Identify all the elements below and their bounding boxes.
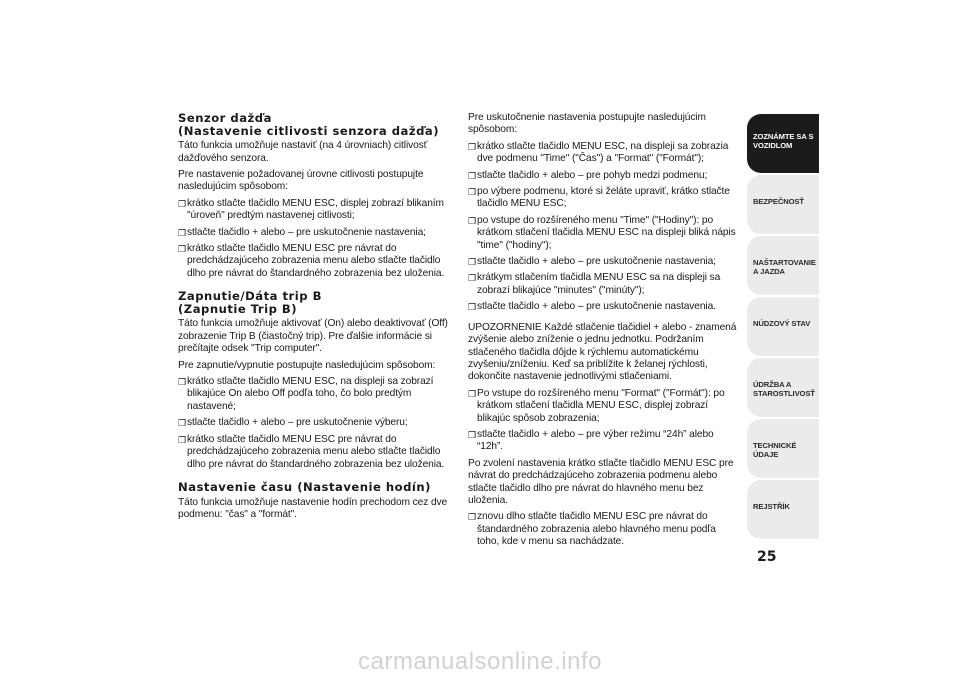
paragraph: Táto funkcia umožňuje aktivovať (On) alebo deaktivovať (Off) zobrazenie Trip B (čiastočný trip). Pre ďalšie informácie si prečítajte odsek "Trip computer". xyxy=(178,318,448,355)
bullet-text: krátko stlačte tlačidlo MENU ESC pre návrat do predchádzajúceho zobrazenia menu alebo stlačte tlačidlo dlho pre návrat do štandardného zobrazenia bez uloženia. xyxy=(187,243,445,279)
bullet-box-icon: ❒ xyxy=(468,273,476,284)
bullet-text: stlačte tlačidlo + alebo – pre uskutočnenie nastavenia; xyxy=(187,226,426,238)
bullet-item xyxy=(468,388,740,425)
chapter-tab-starting-driving[interactable]: NAŠTARTOVANIE A JAZDA xyxy=(747,236,819,295)
bullet-item xyxy=(468,429,740,454)
bullet-box-icon: ❒ xyxy=(468,170,476,181)
bullet-item xyxy=(178,417,450,429)
warning-paragraph: UPOZORNENIE Každé stlačenie tlačidiel + alebo - znamená zvýšenie alebo zníženie o jednu jednotku. Podržaním stlačeného tlačidla dôjde k rýchlemu automatickému zvyšeniu/zníženiu. Keď sa priblížite k želanej rýchlosti, dokončite nastavenie jednotlivými stlačeniami. xyxy=(468,321,737,383)
chapter-tab-maintenance[interactable]: ÚDRŽBA A STAROSTLIVOSŤ xyxy=(747,358,819,417)
bullet-text: krátko stlačte tlačidlo MENU ESC, na displeji sa zobrazia dve podmenu "Time" ("Čas") a "Format" ("Formát"); xyxy=(477,140,729,165)
bullet-box-icon: ❒ xyxy=(468,257,476,268)
bullet-item xyxy=(468,256,740,268)
paragraph: Pre zapnutie/vypnutie postupujte nasledujúcim spôsobom: xyxy=(178,359,436,371)
bullet-text: krátkym stlačením tlačidla MENU ESC sa na displeji sa zobrazí blikajúce "minutes" ("minúty"); xyxy=(477,272,721,296)
bullet-item xyxy=(178,243,450,280)
bullet-item xyxy=(468,511,740,548)
page-number: 25 xyxy=(757,549,777,565)
section-heading-rain-sensor xyxy=(178,112,450,137)
bullet-text: krátko stlačte tlačidlo MENU ESC pre návrat do predchádzajúceho zobrazenia menu alebo stlačte tlačidlo dlho pre návrat do štandardného zobrazenia bez uloženia. xyxy=(187,433,445,470)
heading-line: Senzor dažďa xyxy=(178,111,272,125)
heading-line: (Nastavenie citlivosti senzora dažďa) xyxy=(178,123,440,138)
bullet-item xyxy=(468,141,740,166)
bullet-text: znovu dlho stlačte tlačidlo MENU ESC pre návrat do štandardného zobrazenia alebo hlavného menu podľa toho, kde v menu sa nachádzate. xyxy=(477,511,716,548)
bullet-item xyxy=(468,186,740,211)
bullet-box-icon: ❒ xyxy=(468,388,476,399)
paragraph: Pre nastavenie požadovanej úrovne citlivosti postupujte nasledujúcim spôsobom: xyxy=(178,169,424,193)
chapter-tab-technical-data[interactable]: TECHNICKÉ ÚDAJE xyxy=(747,419,819,478)
left-column xyxy=(178,112,450,525)
bullet-box-icon: ❒ xyxy=(468,429,476,440)
bullet-item xyxy=(178,434,450,471)
paragraph: Táto funkcia umožňuje nastavenie hodín prechodom cez dve podmenu: "čas" a "formát". xyxy=(178,496,448,520)
bullet-box-icon: ❒ xyxy=(468,512,476,523)
bullet-text: stlačte tlačidlo + alebo – pre uskutočnenie výberu; xyxy=(187,417,408,429)
bullet-text: Po vstupe do rozšíreného menu "Format" ("Formát"): po krátkom stlačení tlačidla MENU ESC, displej zobrazí blikajúc spôsob zobrazenia; xyxy=(477,387,725,424)
bullet-text: krátko stlačte tlačidlo MENU ESC, na displeji sa zobrazí blikajúce On alebo Off podľa toho, čo bolo predtým nastavené; xyxy=(187,376,434,412)
heading-line: Zapnutie/Dáta trip B xyxy=(178,289,322,304)
heading-line: (Zapnutie Trip B) xyxy=(178,301,298,316)
bullet-text: stlačte tlačidlo + alebo – pre pohyb medzi podmenu; xyxy=(477,169,708,181)
bullet-item xyxy=(178,198,450,223)
bullet-text: po vstupe do rozšíreného menu "Time" ("Hodiny"): po krátkom stlačení tlačidla MENU ESC na displeji bliká nápis "time" ("hodiny"); xyxy=(477,214,736,251)
bullet-box-icon: ❒ xyxy=(468,302,476,313)
watermark-text: carmanualsonline.info xyxy=(358,648,602,675)
heading-line: Nastavenie času (Nastavenie hodín) xyxy=(178,479,431,494)
bullet-text: stlačte tlačidlo + alebo – pre uskutočnenie nastavenia. xyxy=(477,301,716,313)
bullet-item xyxy=(468,215,740,252)
bullet-box-icon: ❒ xyxy=(178,418,186,429)
chapter-tab-safety[interactable]: BEZPEČNOSŤ xyxy=(747,175,819,234)
right-column xyxy=(468,112,740,553)
chapter-tab-index[interactable]: REJSTŘÍK xyxy=(747,480,819,539)
bullet-item xyxy=(178,227,450,239)
section-heading-trip-b xyxy=(178,290,450,315)
chapter-tab-vehicle[interactable]: ZOZNÁMTE SA S VOZIDLOM xyxy=(747,114,819,173)
bullet-box-icon: ❒ xyxy=(178,244,186,255)
bullet-text: stlačte tlačidlo + alebo – pre výber režimu “24h” alebo “12h”. xyxy=(477,428,714,453)
bullet-item xyxy=(468,272,740,297)
bullet-box-icon: ❒ xyxy=(468,187,476,198)
paragraph: Pre uskutočnenie nastavenia postupujte nasledujúcim spôsobom: xyxy=(468,112,706,136)
bullet-box-icon: ❒ xyxy=(468,215,476,226)
bullet-box-icon: ❒ xyxy=(178,434,186,445)
bullet-item xyxy=(468,301,740,313)
bullet-text: po výbere podmenu, ktoré si želáte upraviť, krátko stlačte tlačidlo MENU ESC; xyxy=(477,186,730,210)
section-heading-clock xyxy=(178,481,450,494)
bullet-box-icon: ❒ xyxy=(468,141,476,152)
bullet-item xyxy=(178,376,450,413)
bullet-item xyxy=(468,170,740,182)
bullet-box-icon: ❒ xyxy=(178,198,186,209)
paragraph: Po zvolení nastavenia krátko stlačte tlačidlo MENU ESC pre návrat do predchádzajúceho zobrazenia podmenu alebo stlačte tlačidlo dlho pre návrat do hlavného menu bez uloženia. xyxy=(468,457,734,506)
chapter-tabs xyxy=(747,114,819,541)
bullet-text: krátko stlačte tlačidlo MENU ESC, displej zobrazí blikaním "úroveň" predtým nastavenej citlivosti; xyxy=(187,197,444,222)
bullet-text: stlačte tlačidlo + alebo – pre uskutočnenie nastavenia; xyxy=(477,256,716,268)
bullet-box-icon: ❒ xyxy=(178,377,186,388)
bullet-box-icon: ❒ xyxy=(178,227,186,238)
chapter-tab-emergency[interactable]: NÚDZOVÝ STAV xyxy=(747,297,819,356)
paragraph: Táto funkcia umožňuje nastaviť (na 4 úrovniach) citlivosť dažďového senzora. xyxy=(178,140,428,164)
